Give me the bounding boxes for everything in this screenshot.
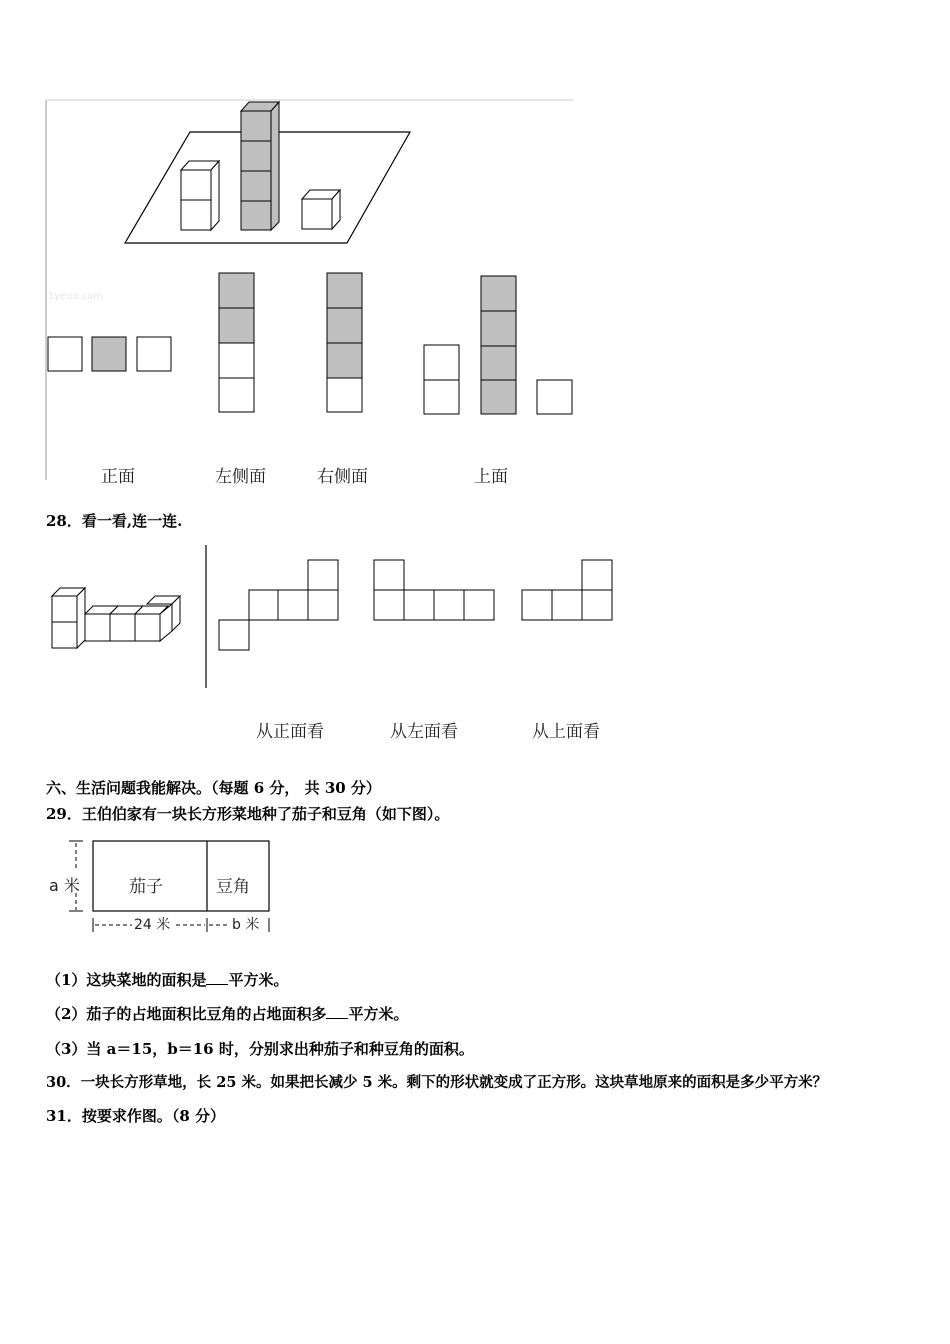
label-from-front: 从正面看 <box>256 722 324 742</box>
section-6-heading: 六、生活问题我能解决。（每题 6 分， 共 30 分） <box>46 779 381 797</box>
label-from-left: 从左面看 <box>390 722 458 742</box>
label-left-side: 左侧面 <box>215 467 266 487</box>
question-28-title: 28．看一看,连一连. <box>46 512 183 530</box>
label-width-24: 24 米 <box>134 917 171 933</box>
front-view-squares <box>48 337 171 371</box>
q29-sub2 <box>46 1003 408 1024</box>
answer-blank[interactable] <box>326 1004 348 1019</box>
figure-1-frame <box>0 0 950 500</box>
question-31: 31．按要求作图。（8 分） <box>46 1107 226 1125</box>
q29-sub3: （3）当 a＝15，b＝16 时，分别求出种茄子和种豆角的面积。 <box>46 1040 474 1058</box>
q28-view-c <box>522 560 612 620</box>
middle-cube-stack <box>241 102 279 230</box>
question-30: 30．一块长方形草地，长 25 米。如果把长减少 5 米。剩下的形状就变成了正方形。这块草地原来的面积是多少平方米？ <box>46 1074 828 1091</box>
label-right-side: 右侧面 <box>317 467 368 487</box>
question-29-title: 29．王伯伯家有一块长方形菜地种了茄子和豆角（如下图）。 <box>46 805 450 823</box>
q29-sub1 <box>46 969 288 990</box>
q29-sub1-text: （1）这块菜地的面积是 <box>46 971 207 989</box>
label-front: 正面 <box>101 467 135 487</box>
label-top: 上面 <box>474 467 508 487</box>
label-width-b: b 米 <box>232 917 260 933</box>
top-view-squares <box>424 276 572 414</box>
left-cube-stack <box>181 161 219 230</box>
label-height-a: a 米 <box>49 876 80 895</box>
label-eggplant: 茄子 <box>129 877 163 897</box>
left-side-view-squares <box>219 273 254 412</box>
q29-sub2-text: （2）茄子的占地面积比豆角的占地面积多 <box>46 1005 327 1023</box>
q28-view-a <box>219 560 338 650</box>
right-single-cube <box>302 190 340 229</box>
q29-sub1-unit: 平方米。 <box>228 971 289 989</box>
q28-drawing <box>0 540 950 740</box>
q29-field-drawing <box>40 835 340 945</box>
q28-solid <box>52 588 180 648</box>
watermark: 1yeoo.com <box>48 291 104 302</box>
label-from-top: 从上面看 <box>532 722 600 742</box>
q28-view-b <box>374 560 494 620</box>
answer-blank[interactable] <box>206 970 228 985</box>
label-beans: 豆角 <box>216 877 250 897</box>
right-side-view-squares <box>327 273 362 412</box>
q29-sub2-unit: 平方米。 <box>348 1005 409 1023</box>
